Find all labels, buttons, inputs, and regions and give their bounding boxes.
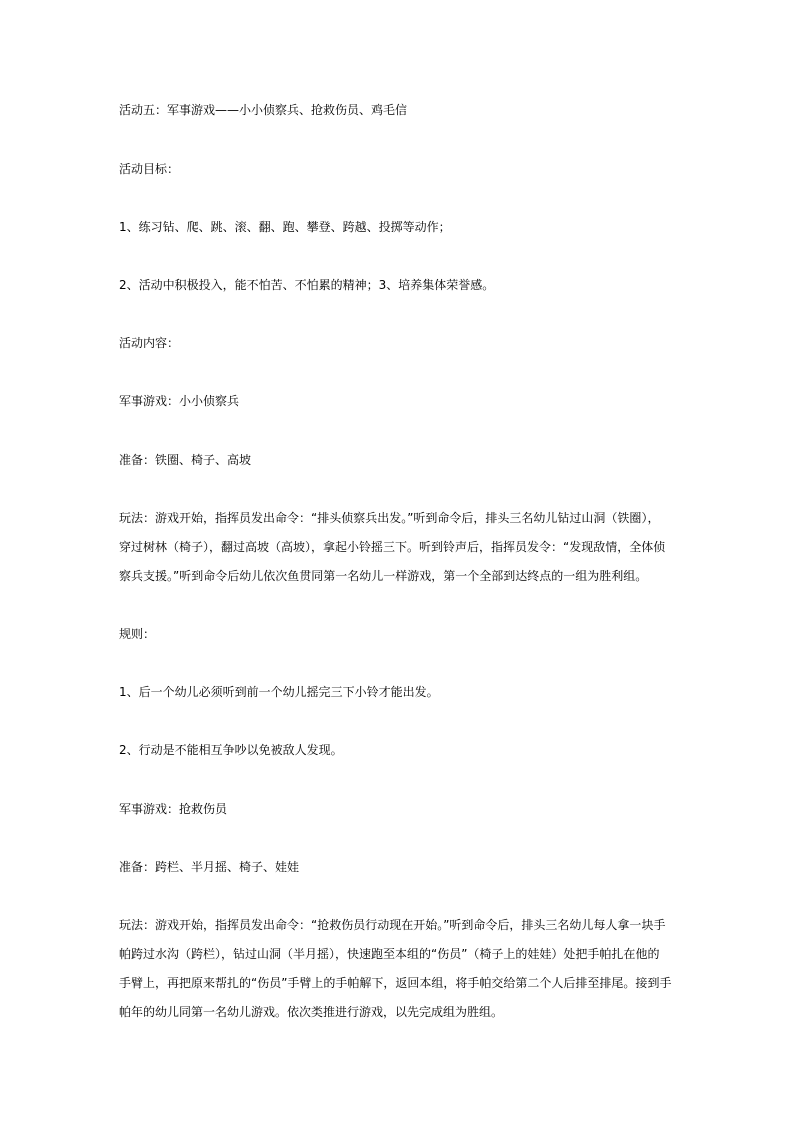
goal-item-2: 2、活动中积极投入，能不怕苦、不怕累的精神；3、培养集体荣誉感。	[119, 278, 495, 292]
content-heading: 活动内容：	[119, 336, 180, 350]
game2-play-line: 帕年的幼儿同第一名幼儿游戏。依次类推进行游戏，以先完成组为胜组。	[119, 1005, 504, 1019]
game1-rule-2: 2、行动是不能相互争吵以免被敌人发现。	[119, 743, 343, 757]
goal-heading: 活动目标：	[119, 162, 180, 176]
game2-prep: 准备：跨栏、半月摇、椅子、娃娃	[119, 860, 300, 874]
goal-item-1: 1、练习钻、爬、跳、滚、翻、跑、攀登、跨越、投掷等动作；	[119, 220, 451, 234]
game1-title: 军事游戏：小小侦察兵	[119, 394, 240, 408]
activity-title: 活动五：军事游戏——小小侦察兵、抢救伤员、鸡毛信	[119, 103, 408, 117]
game2-play-line: 手臂上，再把原来帮扎的“伤员”手臂上的手帕解下，返回本组，将手帕交给第二个人后排至排尾。接到手	[119, 976, 672, 990]
game1-rule-1: 1、后一个幼儿必须听到前一个幼儿摇完三下小铃才能出发。	[119, 685, 439, 699]
game1-prep: 准备：铁圈、椅子、高坡	[119, 453, 252, 467]
game2-play-line: 帕跨过水沟（跨栏），钻过山洞（半月摇），快速跑至本组的“伤员”（椅子上的娃娃）处把手帕扎在他的	[119, 947, 660, 961]
game1-rules-heading: 规则：	[119, 627, 156, 641]
game2-play-line: 玩法：游戏开始，指挥员发出命令：“抢救伤员行动现在开始。”听到命令后，排头三名幼儿每人拿一块手	[119, 918, 666, 932]
game1-play-line: 察兵支援。”听到命令后幼儿依次鱼贯同第一名幼儿一样游戏，第一个全部到达终点的一组为胜利组。	[119, 569, 648, 583]
game1-play-line: 玩法：游戏开始，指挥员发出命令：“排头侦察兵出发。”听到命令后，排头三名幼儿钻过山洞（铁圈），	[119, 511, 660, 525]
game2-title: 军事游戏：抢救伤员	[119, 802, 228, 816]
game1-play-line: 穿过树林（椅子），翻过高坡（高坡），拿起小铃摇三下。听到铃声后，指挥员发令：“发现敌情，全体侦	[119, 540, 666, 554]
